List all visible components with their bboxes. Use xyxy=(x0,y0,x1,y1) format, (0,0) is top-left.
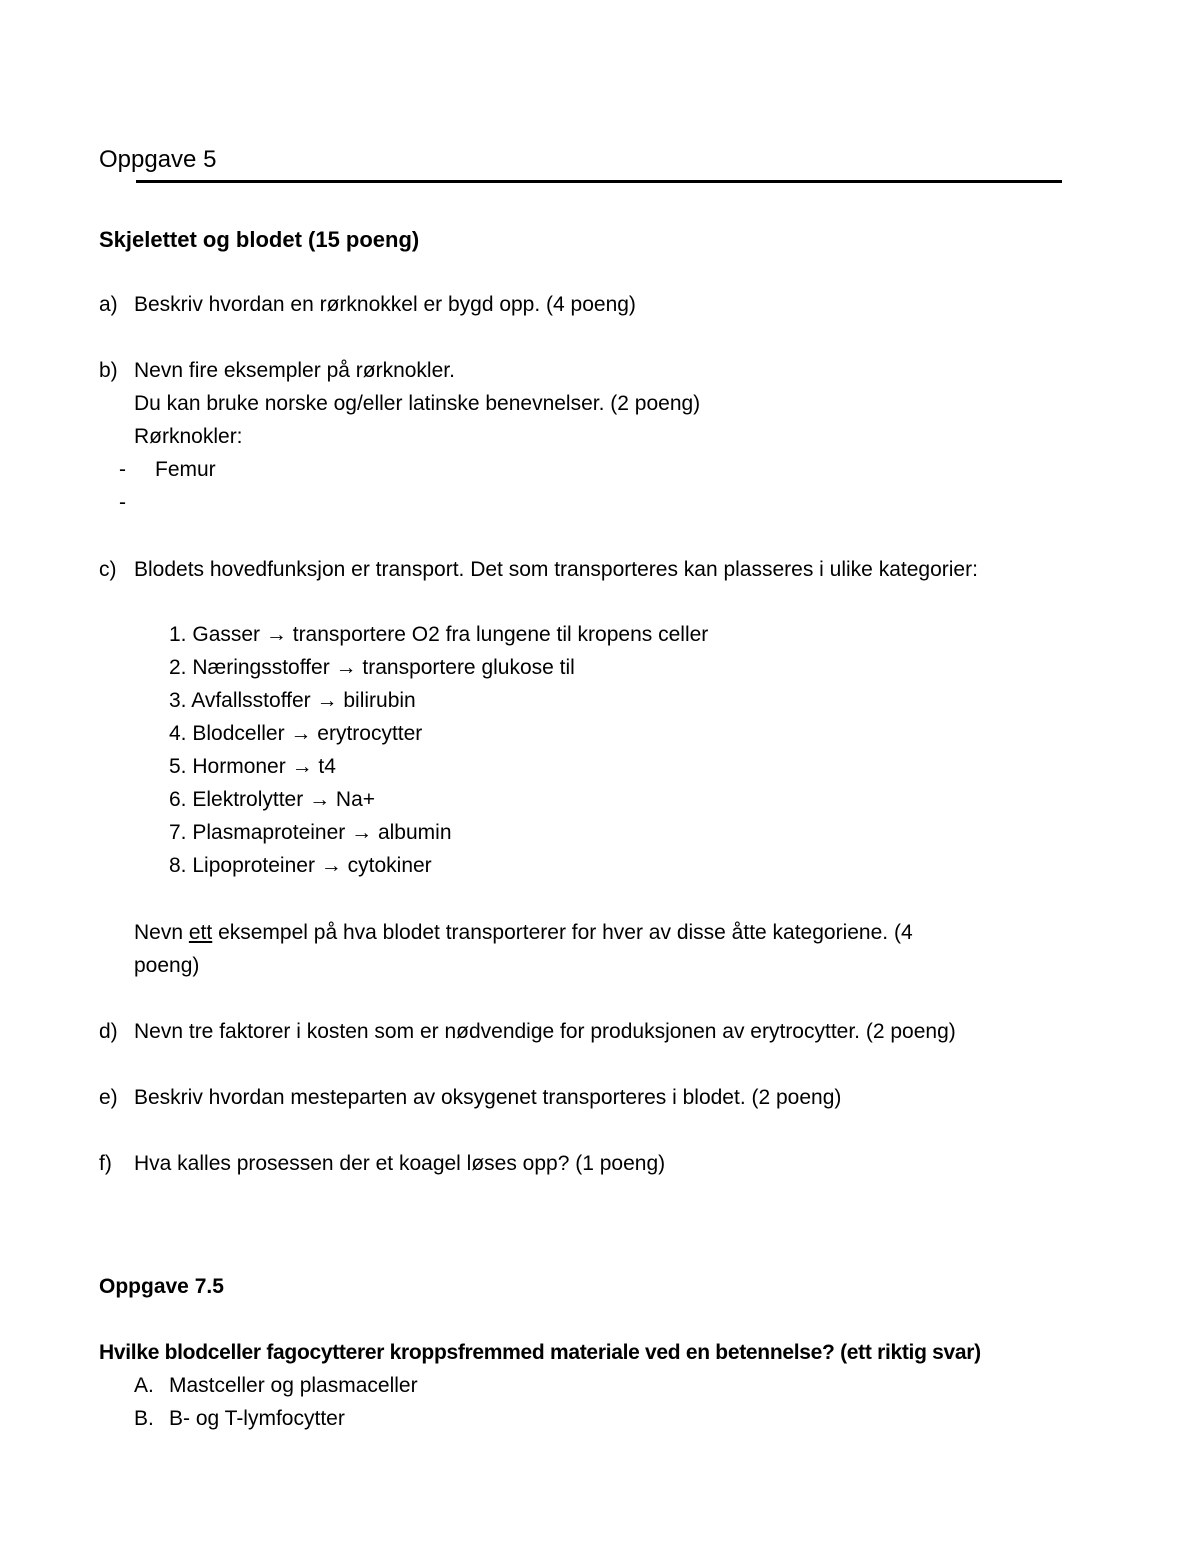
item-number: 7. xyxy=(169,821,187,844)
item-category: Gasser xyxy=(192,623,261,646)
question-c-instruction-line2: poeng) xyxy=(134,954,200,977)
arrow-icon: → xyxy=(351,821,373,844)
list-item xyxy=(169,853,432,879)
list-item xyxy=(169,754,336,780)
arrow-icon: → xyxy=(291,755,313,778)
question-b-line2: Du kan bruke norske og/eller latinske benevnelser. (2 poeng) xyxy=(134,392,701,415)
item-category: Blodceller xyxy=(192,722,285,745)
item-example: cytokiner xyxy=(347,854,432,877)
item-example: albumin xyxy=(377,821,452,844)
arrow-icon: → xyxy=(320,854,342,877)
question-b-line3: Rørknokler: xyxy=(134,425,243,448)
item-category: Avfallsstoffer xyxy=(191,689,311,712)
arrow-icon: → xyxy=(316,689,338,712)
item-example: Na+ xyxy=(335,788,376,811)
bullet-dash: - xyxy=(119,491,126,514)
item-example: bilirubin xyxy=(343,689,416,712)
page-title: Oppgave 5 xyxy=(99,146,217,173)
question-b-marker: b) xyxy=(99,359,118,382)
item-category: Lipoproteiner xyxy=(192,854,315,877)
section2-heading: Oppgave 7.5 xyxy=(99,1275,224,1298)
arrow-icon: → xyxy=(335,656,357,679)
option-text: B- og T-lymfocytter xyxy=(169,1407,345,1430)
item-category: Hormoner xyxy=(192,755,286,778)
option-letter: A. xyxy=(134,1374,154,1397)
item-category: Plasmaproteiner xyxy=(192,821,346,844)
question-a-text: Beskriv hvordan en rørknokkel er bygd opp. (4 poeng) xyxy=(134,293,636,316)
arrow-icon: → xyxy=(309,788,331,811)
bullet-text: Femur xyxy=(155,458,216,481)
list-item xyxy=(169,820,452,846)
list-item xyxy=(169,787,375,813)
question-f-marker: f) xyxy=(99,1152,112,1175)
item-number: 6. xyxy=(169,788,187,811)
item-example: transportere glukose til xyxy=(362,656,575,679)
item-example: transportere O2 fra lungene til kropens celler xyxy=(292,623,709,646)
list-item xyxy=(169,721,422,747)
list-item xyxy=(169,655,575,681)
option-letter: B. xyxy=(134,1407,154,1430)
question-a-marker: a) xyxy=(99,293,118,316)
question-d-marker: d) xyxy=(99,1020,118,1043)
question-f-text: Hva kalles prosessen der et koagel løses opp? (1 poeng) xyxy=(134,1152,666,1175)
item-category: Elektrolytter xyxy=(192,788,304,811)
bullet-dash: - xyxy=(119,458,126,481)
item-number: 4. xyxy=(169,722,187,745)
item-example: t4 xyxy=(318,755,336,778)
instruction-pre: Nevn xyxy=(134,921,184,944)
question-e-text: Beskriv hvordan mesteparten av oksygenet transporteres i blodet. (2 poeng) xyxy=(134,1086,842,1109)
item-category: Næringsstoffer xyxy=(192,656,330,679)
question-e-marker: e) xyxy=(99,1086,118,1109)
instruction-post: eksempel på hva blodet transporterer for hver av disse åtte kategoriene. (4 xyxy=(218,921,913,944)
question-b-line1: Nevn fire eksempler på rørknokler. xyxy=(134,359,455,382)
header-rule xyxy=(136,180,1062,183)
item-number: 2. xyxy=(169,656,187,679)
question-c-marker: c) xyxy=(99,558,117,581)
item-number: 8. xyxy=(169,854,187,877)
question-d-text: Nevn tre faktorer i kosten som er nødvendige for produksjonen av erytrocytter. (2 poeng) xyxy=(134,1020,956,1043)
question-c-text: Blodets hovedfunksjon er transport. Det som transporteres kan plasseres i ulike kategorier: xyxy=(134,558,978,581)
instruction-underlined: ett xyxy=(188,921,213,944)
section-heading: Skjelettet og blodet (15 poeng) xyxy=(99,227,420,252)
list-item xyxy=(169,688,416,714)
question-c-instruction xyxy=(134,920,913,946)
arrow-icon: → xyxy=(265,623,287,646)
item-number: 1. xyxy=(169,623,187,646)
option-text: Mastceller og plasmaceller xyxy=(169,1374,418,1397)
item-example: erytrocytter xyxy=(317,722,423,745)
list-item xyxy=(169,622,708,648)
item-number: 5. xyxy=(169,755,187,778)
item-number: 3. xyxy=(169,689,187,712)
section2-question: Hvilke blodceller fagocytterer kroppsfremmed materiale ved en betennelse? (ett riktig svar) xyxy=(99,1341,981,1364)
arrow-icon: → xyxy=(290,722,312,745)
